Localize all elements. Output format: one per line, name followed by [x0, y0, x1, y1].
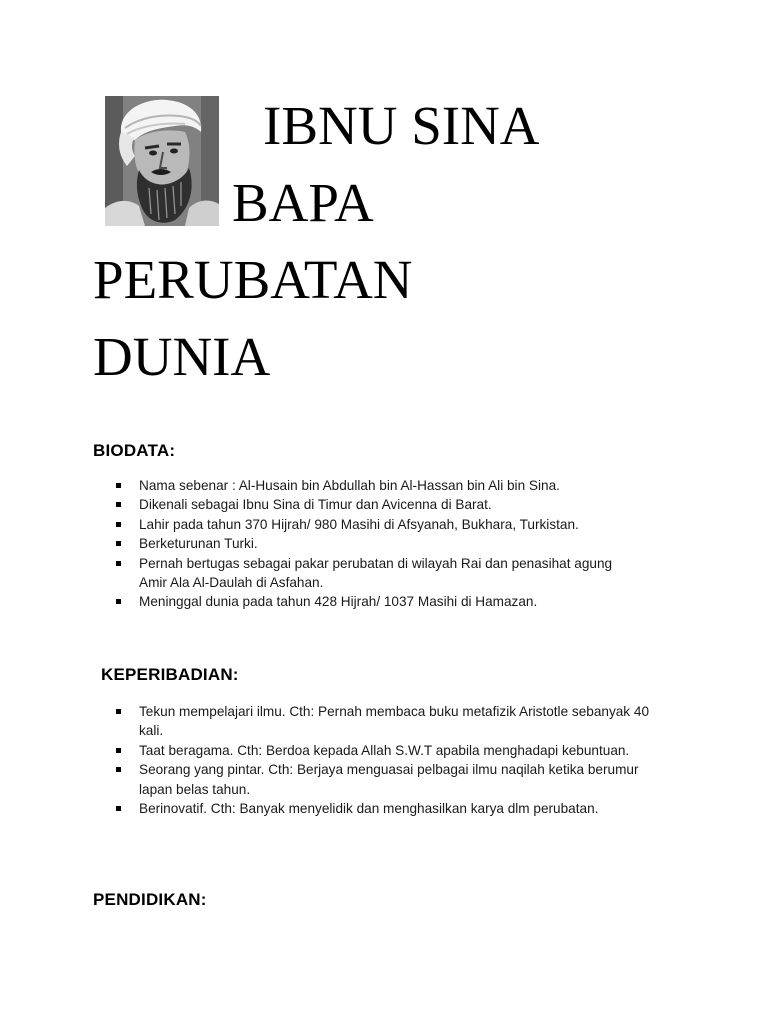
bullet-icon	[116, 806, 121, 811]
bullet-icon	[116, 709, 121, 714]
list-item	[115, 799, 699, 818]
bullet-icon	[116, 483, 121, 488]
list-item	[115, 741, 659, 760]
list-item-text: Pernah bertugas sebagai pakar perubatan di wilayah Rai dan penasihat agung Amir Ala Al-Daulah di Asfahan.	[139, 555, 613, 591]
bullet-icon	[116, 561, 121, 566]
list-item-text: Seorang yang pintar. Cth: Berjaya menguasai pelbagai ilmu naqilah ketika berumur lapan belas tahun.	[139, 762, 639, 797]
title-line-3: PERUBATAN	[93, 249, 413, 310]
list-item-text: Meninggal dunia pada tahun 428 Hijrah/ 1037 Masihi di Hamazan.	[139, 594, 538, 610]
list-item-text: Dikenali sebagai Ibnu Sina di Timur dan Avicenna di Barat.	[139, 497, 492, 513]
list-item	[115, 760, 659, 799]
bullet-icon	[116, 767, 121, 772]
list-item-text: Tekun mempelajari ilmu. Cth: Pernah membaca buku metafizik Aristotle sebanyak 40 kali.	[139, 704, 650, 739]
list-item-text: Berketurunan Turki.	[139, 536, 258, 552]
title-line-4: DUNIA	[93, 326, 271, 387]
list-item-text: Lahir pada tahun 370 Hijrah/ 980 Masihi di Afsyanah, Bukhara, Turkistan.	[139, 516, 579, 532]
pendidikan-heading: PENDIDIKAN:	[93, 890, 207, 909]
bullet-icon	[116, 502, 121, 507]
title-line-2: BAPA	[232, 172, 374, 233]
bullet-icon	[116, 541, 121, 546]
list-item-text: Taat beragama. Cth: Berdoa kepada Allah S.W.T apabila menghadapi kebuntuan.	[139, 742, 630, 758]
list-item	[115, 495, 655, 514]
bullet-icon	[116, 522, 121, 527]
bullet-icon	[116, 748, 121, 753]
list-item	[115, 554, 639, 593]
keperibadian-list	[115, 702, 655, 818]
biodata-list	[115, 476, 655, 612]
list-item	[115, 592, 655, 611]
title-line-1: IBNU SINA	[263, 95, 540, 156]
list-item	[115, 515, 655, 534]
keperibadian-heading: KEPERIBADIAN:	[101, 665, 239, 684]
list-item	[115, 534, 655, 553]
portrait-image	[105, 96, 219, 226]
biodata-heading: BIODATA:	[93, 441, 176, 460]
list-item-text: Nama sebenar : Al-Husain bin Abdullah bin Al-Hassan bin Ali bin Sina.	[139, 478, 560, 493]
list-item	[115, 476, 655, 495]
list-item-text: Berinovatif. Cth: Banyak menyelidik dan menghasilkan karya dlm perubatan.	[139, 801, 599, 817]
list-item	[115, 702, 659, 741]
bullet-icon	[116, 599, 121, 604]
